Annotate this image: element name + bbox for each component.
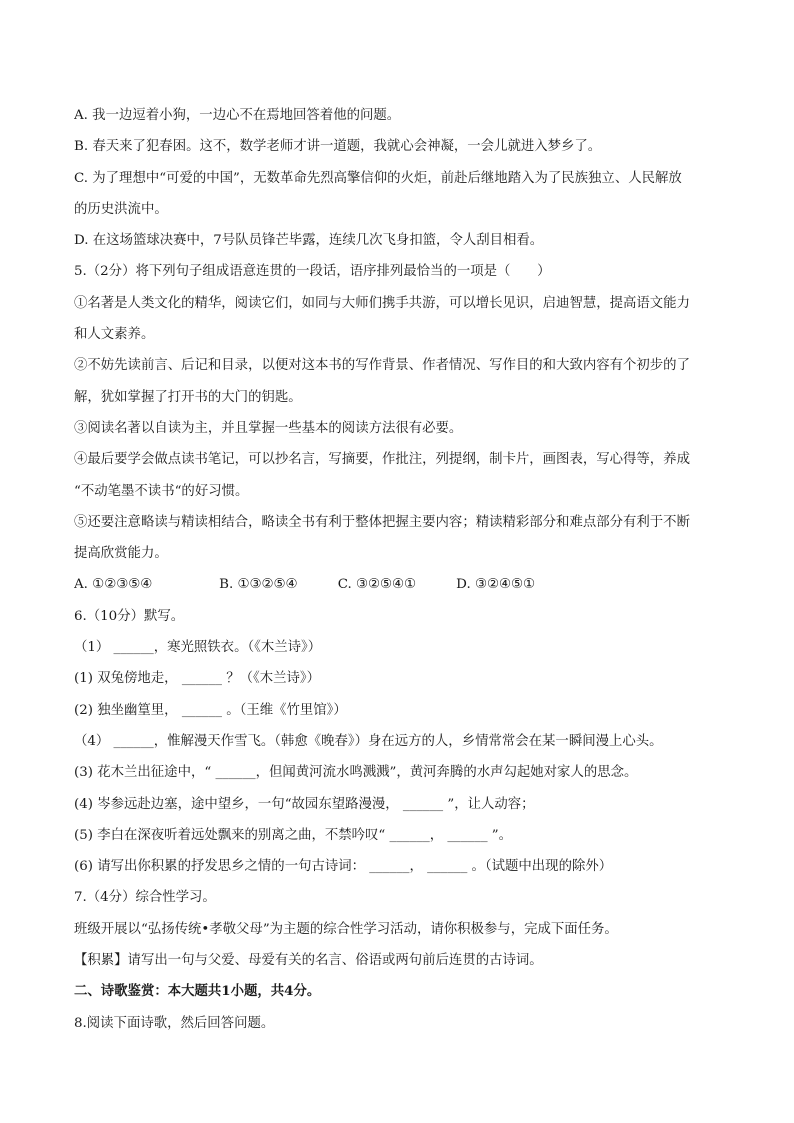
option-d-text: D. 在这场篮球决赛中，7号队员锋芒毕露，连续几次飞身扣篮，令人刮目相看。 [74, 233, 544, 249]
question-7-intro: 班级开展以“弘扬传统•孝敬父母”为主题的综合性学习活动，请你积极参与，完成下面任务。 [74, 921, 618, 937]
option-b-text: B. 春天来了犯春困。这不，数学老师才讲一道题，我就心会神凝，一会儿就进入梦乡了。 [74, 139, 602, 155]
question-5-stem: 5.（2分）将下列句子组成语意连贯的一段话，语序排列最恰当的一项是（ ） [74, 264, 551, 280]
sentence-2: ②不妨先读前言、后记和目录，以便对这本书的写作背景、作者情况、写作目的和大致内容有个初步的了 [74, 358, 690, 374]
question-7-stem: 7.（4分）综合性学习。 [74, 890, 216, 906]
question-6-stem: 6.（10分）默写。 [74, 608, 185, 624]
option-a-text: A. 我一边逗着小狗，一边心不在焉地回答着他的问题。 [74, 108, 401, 123]
question-7-task: 【积累】请写出一句与父爱、母爱有关的名言、俗语或两句前后连贯的古诗词。 [74, 953, 543, 969]
sentence-4-cont: “不动笔墨不读书“的好习惯。 [74, 483, 249, 499]
sentence-1-cont: 和人文素养。 [74, 327, 155, 343]
option-c-text: C. 为了理想中“可爱的中国”，无数革命先烈高擎信仰的火炬，前赴后继地踏入为了民族独立、人民解放 [74, 170, 682, 186]
question-6-item: (5) 李白在深夜听着远处飘来的别离之曲，不禁吟叹“ ______， ______ ”。 [74, 827, 513, 843]
option-c-text-cont: 的历史洪流中。 [74, 201, 168, 217]
question-6-item: (4) 岑参远赴边塞，途中望乡，一句“故园东望路漫漫， ______ ”，让人动容； [74, 796, 535, 812]
question-6-item: （4） ______，惟解漫天作雪飞。（韩愈《晚春》）身在远方的人，乡情常常会在某一瞬间漫上心头。 [74, 733, 663, 749]
sentence-5: ⑤还要注意略读与精读相结合，略读全书有利于整体把握主要内容；精读精彩部分和难点部分有利于不断 [74, 514, 690, 530]
sentence-3: ③阅读名著以自读为主，并且掌握一些基本的阅读方法很有必要。 [74, 420, 463, 436]
question-6-item: (1) 双兔傍地走， ______ ？（《木兰诗》） [74, 671, 320, 687]
question-6-item: (2) 独坐幽篁里， ______ 。（王维《竹里馆》） [74, 702, 347, 718]
question-8-stem: 8.阅读下面诗歌，然后回答问题。 [74, 1015, 275, 1031]
sentence-1: ①名著是人类文化的精华，阅读它们，如同与大师们携手共游，可以增长见识，启迪智慧，提高语文能力 [74, 295, 690, 311]
section-heading: 二、诗歌鉴赏：本大题共1小题，共4分。 [74, 983, 321, 1000]
question-5-options: A. ①②③⑤④ B. ①③②⑤④ C. ③②⑤④① D. ③②④⑤① [74, 577, 535, 593]
question-6-item: （1） ______，寒光照铁衣。（《木兰诗》） [74, 640, 322, 656]
sentence-2-cont: 解，犹如掌握了打开书的大门的钥匙。 [74, 389, 302, 405]
question-6-item: (3) 花木兰出征途中，“ ______，但闻黄河流水鸣溅溅”，黄河奔腾的水声勾起她对家人的思念。 [74, 765, 638, 781]
sentence-4: ④最后要学会做点读书笔记，可以抄名言，写摘要，作批注，列提纲，制卡片，画图表，写心得等，养成 [74, 452, 690, 468]
question-content [74, 100, 724, 1039]
question-6-item: (6) 请写出你积累的抒发思乡之情的一句古诗词： ______， ______ 。（试题中出现的除外） [74, 859, 613, 875]
sentence-5-cont: 提高欣赏能力。 [74, 546, 168, 562]
